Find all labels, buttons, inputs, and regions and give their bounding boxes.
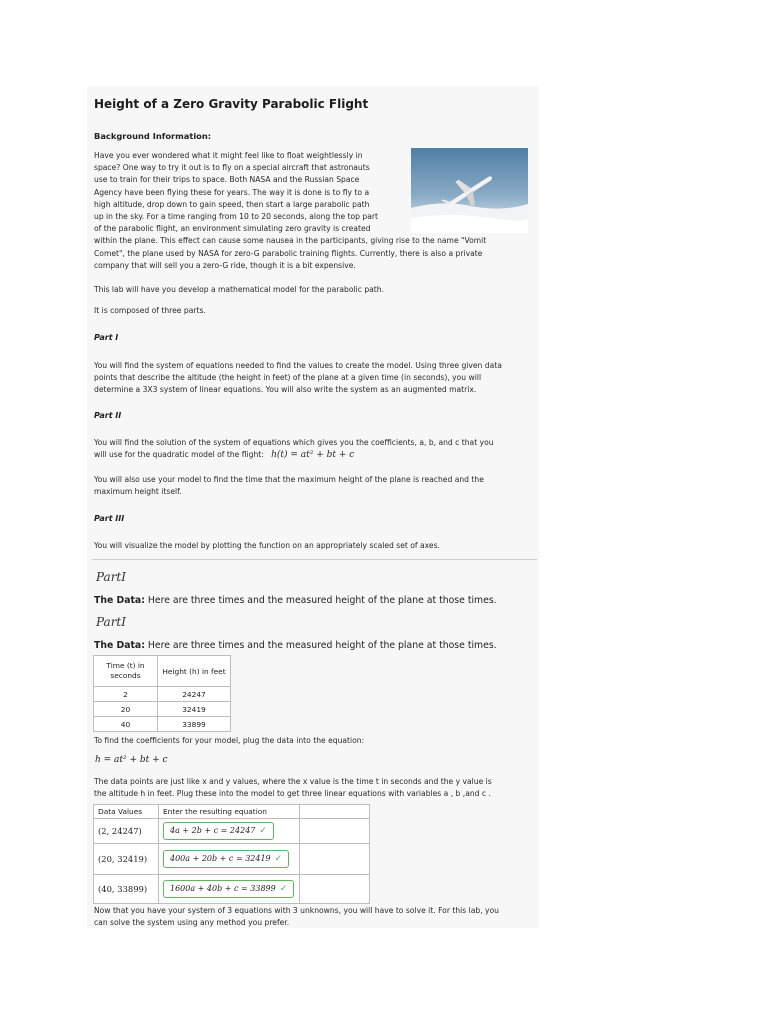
text-line: can solve the system using any method you prefer.: [94, 918, 290, 928]
cell-time: 2: [94, 687, 158, 702]
page-title: Height of a Zero Gravity Parabolic Flight: [94, 97, 369, 111]
cell-time: 40: [94, 717, 158, 732]
parts-description: It is composed of three parts.: [94, 306, 206, 315]
text-line: Have you ever wondered what it might feel like to float weightlessly in: [94, 151, 363, 160]
part2-paragraph: [94, 437, 539, 461]
final-paragraph: [94, 905, 539, 929]
table-row: [94, 717, 231, 732]
cell-point: [94, 819, 159, 844]
table-header-row: [94, 656, 231, 687]
point-value: (2, 24247): [98, 826, 142, 836]
header-empty: [300, 805, 370, 819]
table-row: [94, 702, 231, 717]
data-table: [93, 655, 231, 732]
text-line: space? One way to try it out is to fly on a special aircraft that astronauts: [94, 163, 370, 173]
equation-value: 4a + 2b + c = 24247: [170, 826, 256, 835]
text-line: determine a 3X3 system of linear equations. You will also write the system as an augmented matrix.: [94, 385, 477, 395]
cell-height: 32419: [158, 702, 231, 717]
text-span: will use for the quadratic model of the flight:: [94, 450, 264, 460]
text-line: within the plane. This effect can cause some nausea in the participants, giving rise to the name "Vomit: [94, 236, 487, 246]
data-text: Here are three times and the measured height of the plane at those times.: [147, 595, 497, 606]
check-icon: ✓: [259, 826, 267, 836]
equation-input[interactable]: [163, 880, 294, 898]
header-time: [94, 656, 158, 687]
text-line: maximum height itself.: [94, 487, 182, 497]
part-label-b: PartI: [96, 615, 126, 629]
data-intro-b: [94, 640, 497, 651]
cell-empty: [300, 875, 370, 904]
table-row: [94, 844, 370, 875]
check-icon: ✓: [274, 854, 283, 864]
background-heading: Background Information:: [94, 131, 212, 141]
part1-paragraph: [94, 360, 539, 397]
data-label: The Data:: [94, 595, 145, 606]
header-text: seconds: [110, 671, 141, 680]
text-line: company that will sell you a zero-G ride, though it is a bit expensive.: [94, 260, 356, 270]
text-line: The data points are just like x and y values, where the x value is the time t in seconds and the y value is: [94, 777, 492, 786]
part-label-a: PartI: [96, 570, 126, 584]
cell-empty: [300, 844, 370, 875]
text-line: of the parabolic flight, an environment simulating zero gravity is created: [94, 224, 371, 234]
text-line: points that describe the altitude (the height in feet) of the plane at a given time (in seconds), you will: [94, 373, 482, 383]
text-line: the altitude h in feet. Plug these into the model to get three linear equations with variables a , b ,and c .: [94, 789, 491, 799]
text-line: You will also use your model to find the time that the maximum height of the plane is reached and the: [94, 475, 484, 484]
cell-equation: [159, 844, 300, 875]
model-formula: h(t) = at² + bt + c: [271, 450, 355, 461]
airplane-photo: [411, 148, 528, 233]
text-line: high altitude, drop down to gain speed, then start a large parabolic path: [94, 199, 370, 209]
cell-equation: [159, 819, 300, 844]
table-row: [94, 687, 231, 702]
cell-point: [94, 875, 159, 904]
equation-value: 400a + 20b + c = 32419: [170, 854, 271, 863]
table-row: [94, 875, 370, 904]
point-value: (20, 32419): [98, 854, 148, 864]
data-text: Here are three times and the measured height of the plane at those times.: [147, 640, 497, 651]
text-line: [94, 449, 539, 461]
text-line: You will find the system of equations needed to find the values to create the model. Using three given data: [94, 361, 502, 370]
part2-paragraph-2: [94, 474, 539, 498]
cell-time: 20: [94, 702, 158, 717]
cell-equation: [159, 875, 300, 904]
header-equation: Enter the resulting equation: [159, 805, 300, 819]
table-header-row: [94, 805, 370, 819]
airplane-image: [411, 148, 528, 233]
plug-instruction: To find the coefficients for your model, plug the data into the equation:: [94, 736, 365, 745]
cell-point: [94, 844, 159, 875]
point-value: (40, 33899): [98, 884, 148, 894]
part2-heading: Part II: [94, 411, 122, 420]
equation-table: [93, 804, 370, 904]
part1-heading: Part I: [94, 333, 119, 342]
cell-height: 33899: [158, 717, 231, 732]
model-equation: h = at² + bt + c: [95, 755, 168, 765]
points-paragraph: [94, 776, 539, 800]
equation-value: 1600a + 40b + c = 33899: [170, 884, 276, 893]
table-row: [94, 819, 370, 844]
cell-height: 24247: [158, 687, 231, 702]
text-line: Now that you have your system of 3 equations with 3 unknowns, you will have to solve it. For this lab, you: [94, 906, 499, 915]
cell-empty: [300, 819, 370, 844]
part3-paragraph: You will visualize the model by plotting the function on an appropriately scaled set of axes.: [94, 541, 440, 550]
lab-description: This lab will have you develop a mathematical model for the parabolic path.: [94, 285, 385, 294]
equation-input[interactable]: [163, 850, 289, 868]
text-line: Agency have been flying these for years. The way it is done is to fly to a: [94, 187, 370, 197]
header-data-values: Data Values: [94, 805, 159, 819]
equation-input[interactable]: [163, 822, 274, 840]
section-divider: [92, 559, 537, 560]
text-line: You will find the solution of the system of equations which gives you the coefficients, a, b, and c that you: [94, 438, 494, 447]
header-height: Height (h) in feet: [158, 656, 231, 687]
data-intro-a: [94, 595, 497, 606]
text-line: up in the sky. For a time ranging from 10 to 20 seconds, along the top part: [94, 212, 378, 222]
text-line: Comet", the plane used by NASA for zero-G parabolic training flights. Currently, there is also a private: [94, 248, 483, 258]
header-text: Time (t) in: [106, 661, 145, 670]
check-icon: ✓: [279, 884, 288, 894]
text-line: use to train for their trips to space. Both NASA and the Russian Space: [94, 175, 360, 185]
data-label: The Data:: [94, 640, 145, 651]
part3-heading: Part III: [94, 514, 125, 523]
